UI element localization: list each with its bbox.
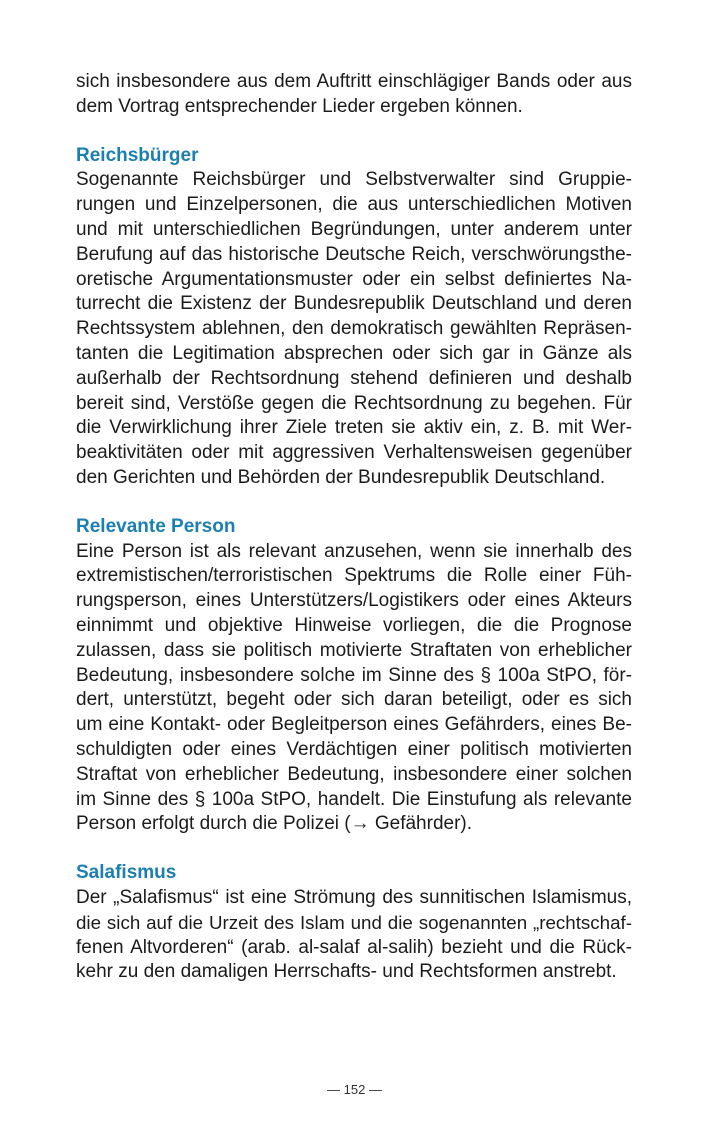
section-body bbox=[76, 168, 632, 490]
text-line: dert, unterstützt, begeht oder sich daran beteiligt, oder es sich bbox=[76, 689, 632, 711]
text-line: zulassen, dass sie politisch motivierte Straftaten von erheblicher bbox=[76, 639, 632, 661]
text-line: um eine Kontakt- oder Begleitperson eines Gefährders, eines Be- bbox=[76, 714, 632, 736]
text-line: und mit unterschiedlichen Begründungen, unter anderem unter bbox=[76, 218, 632, 240]
text-line: dem Vortrag entsprechender Lieder ergeben können. bbox=[76, 95, 523, 117]
text-line: einnimmt und objektive Hinweise vorliegen, die die Prognose bbox=[76, 614, 632, 636]
text-line: Bedeutung, insbesondere solche im Sinne des § 100a StPO, för- bbox=[76, 664, 632, 686]
text-line: die Verwirklichung ihrer Ziele treten sie aktiv ein, z. B. mit Wer- bbox=[76, 417, 632, 439]
text-line: beaktivitäten oder mit aggressiven Verhaltensweisen gegenüber bbox=[76, 442, 632, 464]
text-line: im Sinne des § 100a StPO, handelt. Die Einstufung als relevante bbox=[76, 788, 632, 810]
text-line: Eine Person ist als relevant anzusehen, wenn sie innerhalb des bbox=[76, 540, 632, 562]
text-line: bereit sind, Verstöße gegen die Rechtsordnung zu begehen. Für bbox=[76, 392, 632, 414]
text-line: turrecht die Existenz der Bundesrepublik Deutschland und deren bbox=[76, 293, 632, 315]
text-line: oretische Argumentationsmuster oder ein selbst definiertes Na- bbox=[76, 268, 632, 290]
section-reichsbuerger bbox=[76, 144, 632, 491]
section-heading: Relevante Person bbox=[76, 515, 236, 537]
text-line: fenen Altvorderen“ (arab. al-salaf al-salih) bezieht und die Rück- bbox=[76, 936, 632, 958]
section-body bbox=[76, 886, 632, 985]
text-line: Rechtssystem ablehnen, den demokratisch gewählten Repräsen- bbox=[76, 318, 632, 340]
text-line: Der „Salafismus“ ist eine Strömung des sunnitischen Islamismus, bbox=[76, 886, 632, 908]
section-body bbox=[76, 540, 632, 838]
page-content bbox=[76, 70, 632, 985]
text-line: sich insbesondere aus dem Auftritt einschlägiger Bands oder aus bbox=[76, 71, 632, 92]
section-heading: Salafismus bbox=[76, 862, 177, 884]
text-line: rungsperson, eines Unterstützers/Logistikers oder eines Akteurs bbox=[76, 590, 632, 612]
section-heading: Reichsbürger bbox=[76, 144, 199, 166]
page-number: — 152 — bbox=[327, 1082, 382, 1097]
text-line: Sogenannte Reichsbürger und Selbstverwalter sind Gruppie- bbox=[76, 169, 632, 191]
text-line: außerhalb der Rechtsordnung stehend definieren und deshalb bbox=[76, 367, 632, 389]
text-line: tanten die Legitimation absprechen oder sich gar in Gänze als bbox=[76, 342, 632, 364]
text-line: Berufung auf das historische Deutsche Reich, verschwörungsthe- bbox=[76, 243, 632, 265]
text-line: rungen und Einzelpersonen, die aus unterschiedlichen Motiven bbox=[76, 194, 632, 216]
intro-paragraph bbox=[76, 70, 632, 120]
text-line: schuldigten oder eines Verdächtigen einer politisch motivierten bbox=[76, 738, 632, 760]
text-line: Person erfolgt durch die Polizei (→ Gefährder). bbox=[76, 813, 473, 835]
text-line: extremistischen/terroristischen Spektrums die Rolle einer Füh- bbox=[76, 565, 632, 587]
section-salafismus bbox=[76, 861, 632, 985]
text-line: kehr zu den damaligen Herrschafts- und Rechtsformen anstrebt. bbox=[76, 961, 617, 983]
text-line: die sich auf die Urzeit des Islam und die sogenannten „rechtschaf- bbox=[76, 911, 632, 933]
text-line: Straftat von erheblicher Bedeutung, insbesondere einer solchen bbox=[76, 763, 632, 785]
text-line: den Gerichten und Behörden der Bundesrepublik Deutschland. bbox=[76, 466, 606, 488]
section-relevante-person bbox=[76, 515, 632, 837]
